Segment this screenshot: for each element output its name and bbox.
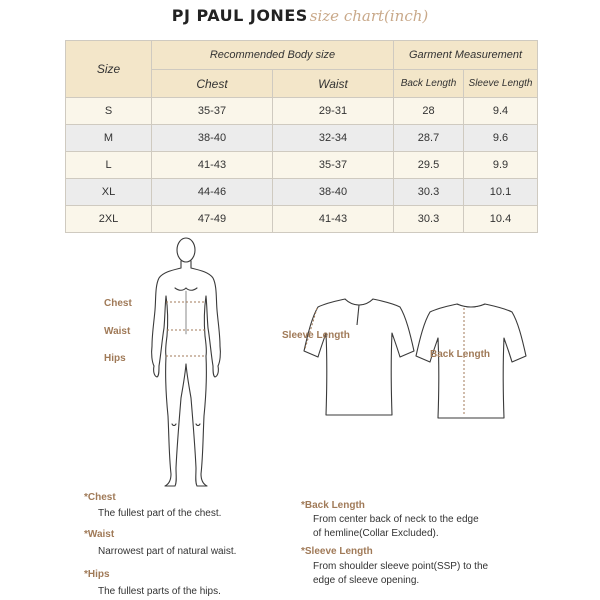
- cell-waist: 29-31: [273, 98, 394, 125]
- cell-waist: 41-43: [273, 206, 394, 233]
- def-sleeve-length-text-2: edge of sleeve opening.: [313, 575, 420, 586]
- cell-chest: 44-46: [152, 179, 273, 206]
- def-chest-title: *Chest: [84, 492, 116, 503]
- table-row: [66, 206, 538, 233]
- table-row: [66, 152, 538, 179]
- cell-back-length: 29.5: [394, 152, 464, 179]
- def-back-length-title: *Back Length: [301, 500, 365, 511]
- size-header: Size: [66, 41, 152, 98]
- cell-sleeve-length: 10.1: [464, 179, 538, 206]
- cell-size: 2XL: [66, 206, 152, 233]
- column-header-waist: Waist: [273, 70, 394, 98]
- cell-sleeve-length: 9.4: [464, 98, 538, 125]
- cell-size: XL: [66, 179, 152, 206]
- column-header-back-length: Back Length: [394, 70, 464, 98]
- cell-chest: 41-43: [152, 152, 273, 179]
- label-chest: Chest: [104, 298, 132, 309]
- table-row: [66, 98, 538, 125]
- group-header-garment: Garment Measurement: [394, 41, 538, 70]
- chart-title: [0, 6, 600, 30]
- cell-sleeve-length: 10.4: [464, 206, 538, 233]
- column-header-chest: Chest: [152, 70, 273, 98]
- cell-sleeve-length: 9.6: [464, 125, 538, 152]
- cell-sleeve-length: 9.9: [464, 152, 538, 179]
- cell-size: L: [66, 152, 152, 179]
- brand-name: PJ PAUL JONES: [171, 6, 308, 25]
- table-row: [66, 179, 538, 206]
- def-chest-text: The fullest part of the chest.: [98, 508, 222, 519]
- cell-back-length: 30.3: [394, 179, 464, 206]
- cell-size: S: [66, 98, 152, 125]
- cell-chest: 35-37: [152, 98, 273, 125]
- def-back-length-text-2: of hemline(Collar Excluded).: [313, 528, 439, 539]
- cell-back-length: 28.7: [394, 125, 464, 152]
- group-header-body: Recommended Body size: [152, 41, 394, 70]
- column-header-sleeve-length: Sleeve Length: [464, 70, 538, 98]
- cell-waist: 32-34: [273, 125, 394, 152]
- size-table: [65, 40, 538, 233]
- def-sleeve-length-text-1: From shoulder sleeve point(SSP) to the: [313, 561, 489, 572]
- def-hips-text: The fullest parts of the hips.: [98, 586, 221, 597]
- label-waist: Waist: [104, 326, 131, 337]
- cell-waist: 35-37: [273, 152, 394, 179]
- shirt-front-figure: [300, 293, 418, 421]
- label-back-length: Back Length: [430, 349, 491, 360]
- chart-subtitle: size chart(inch): [309, 7, 429, 25]
- def-waist-text: Narrowest part of natural waist.: [98, 546, 237, 557]
- cell-waist: 38-40: [273, 179, 394, 206]
- label-sleeve-length: Sleeve Length: [282, 330, 350, 341]
- def-hips-title: *Hips: [84, 569, 110, 580]
- def-sleeve-length-title: *Sleeve Length: [301, 546, 373, 557]
- table-row: [66, 125, 538, 152]
- label-hips: Hips: [104, 353, 126, 364]
- body-figure: [135, 236, 265, 496]
- cell-chest: 47-49: [152, 206, 273, 233]
- cell-back-length: 30.3: [394, 206, 464, 233]
- cell-size: M: [66, 125, 152, 152]
- cell-chest: 38-40: [152, 125, 273, 152]
- cell-back-length: 28: [394, 98, 464, 125]
- def-back-length-text-1: From center back of neck to the edge: [313, 514, 479, 525]
- shirt-back-figure: [412, 300, 530, 424]
- def-waist-title: *Waist: [84, 529, 115, 540]
